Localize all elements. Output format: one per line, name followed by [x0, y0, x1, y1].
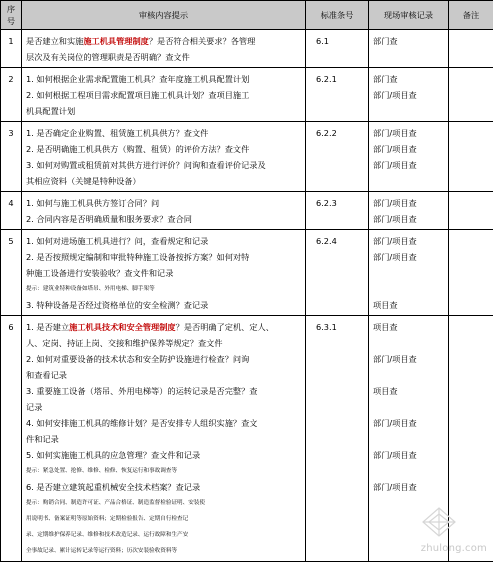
- audit-record: 部门/项目查: [373, 211, 448, 227]
- content-line: 人、定岗、持证上岗、交接和维护保养等规定？查文件: [26, 335, 302, 351]
- note-cell: [449, 68, 493, 122]
- audit-record: 部门/项目查: [373, 479, 448, 495]
- audit-record: 部门/项目查: [373, 157, 448, 173]
- row-number: 6: [1, 316, 22, 562]
- content-line: 5. 如何实施施工机具的应急管理？查文件和记录: [26, 447, 302, 463]
- audit-record-cell: [369, 122, 449, 192]
- content-line: 件和记录: [26, 431, 302, 447]
- header-std: 标准条号: [306, 1, 369, 30]
- standard-clause: 6.2.2: [306, 122, 369, 192]
- header-no: 序号: [1, 1, 22, 30]
- audit-record: 部门/项目查: [373, 195, 448, 211]
- row-number: 3: [1, 122, 22, 192]
- table-row: [1, 230, 493, 316]
- content-cell: [22, 316, 306, 562]
- audit-record: 部门/项目查: [373, 125, 448, 141]
- audit-record-cell: [369, 230, 449, 316]
- note-cell: [449, 192, 493, 230]
- content-line: 4. 如何安排施工机具的维修计划？是否安排专人组织实施？查文: [26, 415, 302, 431]
- audit-record: 部门查: [373, 71, 448, 87]
- content-text: ？是否明确了定机、定人、: [176, 322, 274, 332]
- content-cell: [22, 68, 306, 122]
- row-number: 5: [1, 230, 22, 316]
- table-header-row: [1, 1, 493, 30]
- content-line: 3. 重要施工设备（塔吊、外用电梯等）的运转记录是否完整？查: [26, 383, 302, 399]
- content-cell: [22, 30, 306, 68]
- standard-clause: 6.2.3: [306, 192, 369, 230]
- content-line: 3. 如何对购置或租赁前对其供方进行评价？问询和查看评价记录及: [26, 157, 302, 173]
- content-line: 和查看记录: [26, 367, 302, 383]
- content-line: 其相应资料（关键是特种设备）: [26, 173, 302, 189]
- content-line: 1. 是否确定企业购置、租赁施工机具供方？查文件: [26, 125, 302, 141]
- note-cell: [449, 122, 493, 192]
- content-line: 1. 如何与施工机具供方签订合同？问: [26, 195, 302, 211]
- header-note: 备注: [449, 1, 493, 30]
- hint-line: 提示：紧急处置、抢修、维修、检修、恢复运行和事故调查等: [26, 463, 302, 479]
- content-line: 层次及有关岗位的管理职责是否明确？查文件: [26, 49, 302, 65]
- content-line: 种施工设备进行安装验收？查文件和记录: [26, 265, 302, 281]
- note-cell: [449, 230, 493, 316]
- highlighted-term: 施工机具管理制度: [83, 36, 149, 46]
- content-line: 2. 是否明确施工机具供方（购置、租赁）的评价方法？查文件: [26, 141, 302, 157]
- watermark-text: zhulong.com: [421, 543, 487, 554]
- content-line: 1. 如何对进场施工机具进行？问，查看规定和记录: [26, 233, 302, 249]
- hint-line: 用说明书、备案证明等原始资料；定期检验报告、定期自行检查记: [26, 511, 302, 527]
- content-line: 6. 是否建立建筑起重机械安全技术档案？查记录: [26, 479, 302, 495]
- watermark-logo-icon: [417, 506, 461, 540]
- row-number: 2: [1, 68, 22, 122]
- audit-record: 部门/项目查: [373, 415, 448, 431]
- content-line: 2. 如何对重要设备的技术状态和安全防护设施进行检查？问询: [26, 351, 302, 367]
- audit-record-cell: [369, 30, 449, 68]
- content-cell: [22, 230, 306, 316]
- audit-record: 项目查: [373, 383, 448, 399]
- table-row: [1, 122, 493, 192]
- standard-clause: 6.2.1: [306, 68, 369, 122]
- content-text: 1. 是否建立: [26, 322, 69, 332]
- content-line: 2. 如何根据工程项目需求配置项目施工机具计划？查项目施工: [26, 87, 302, 103]
- row-number: 1: [1, 30, 22, 68]
- audit-record: 部门/项目查: [373, 447, 448, 463]
- audit-record: 部门/项目查: [373, 233, 448, 249]
- content-line: [26, 33, 302, 49]
- table-row: [1, 192, 493, 230]
- header-content: 审核内容提示: [22, 1, 306, 30]
- audit-record: 部门/项目查: [373, 351, 448, 367]
- row-number: 4: [1, 192, 22, 230]
- content-text: 是否建立和实施: [26, 36, 83, 46]
- content-line: 2. 是否按照规定编制和审批特种施工设备按拆方案？如何对特: [26, 249, 302, 265]
- content-cell: [22, 122, 306, 192]
- standard-clause: 6.3.1: [306, 316, 369, 562]
- content-line: 记录: [26, 399, 302, 415]
- content-text: ？是否符合相关要求？各管理: [149, 36, 255, 46]
- audit-record: 部门/项目查: [373, 249, 448, 265]
- note-cell: [449, 30, 493, 68]
- content-line: 3. 特种设备是否经过资格单位的安全检测？查记录: [26, 297, 302, 313]
- hint-line: 全事故记录、累计运转记录等运行资料；历次安装验收资料等: [26, 543, 302, 559]
- hint-line: 提示：购销合同、制造许可证、产品合格证、制造监督检验证明、安装使: [26, 495, 302, 511]
- audit-record-cell: [369, 68, 449, 122]
- content-line: [26, 319, 302, 335]
- audit-record: 项目查: [373, 297, 448, 313]
- content-cell: [22, 192, 306, 230]
- table-row: [1, 30, 493, 68]
- standard-clause: 6.1: [306, 30, 369, 68]
- hint-line: 录、定期维护保养记录、维修和技术改造记录、运行故障和生产安: [26, 527, 302, 543]
- audit-record: 部门查: [373, 33, 448, 49]
- header-rec: 现场审核记录: [369, 1, 449, 30]
- audit-record: 部门/项目查: [373, 87, 448, 103]
- table-row: [1, 68, 493, 122]
- highlighted-term: 施工机具技术和安全管理制度: [69, 322, 175, 332]
- hint-line: 提示：建筑业特种设备如塔吊、外用电梯、脚手架等: [26, 281, 302, 297]
- content-line: 机具配置计划: [26, 103, 302, 119]
- content-line: 2. 合同内容是否明确质量和服务要求？查合同: [26, 211, 302, 227]
- audit-record: 项目查: [373, 319, 448, 335]
- audit-record-cell: [369, 192, 449, 230]
- standard-clause: 6.2.4: [306, 230, 369, 316]
- content-line: 1. 如何根据企业需求配置施工机具？查年度施工机具配置计划: [26, 71, 302, 87]
- audit-record: 部门/项目查: [373, 141, 448, 157]
